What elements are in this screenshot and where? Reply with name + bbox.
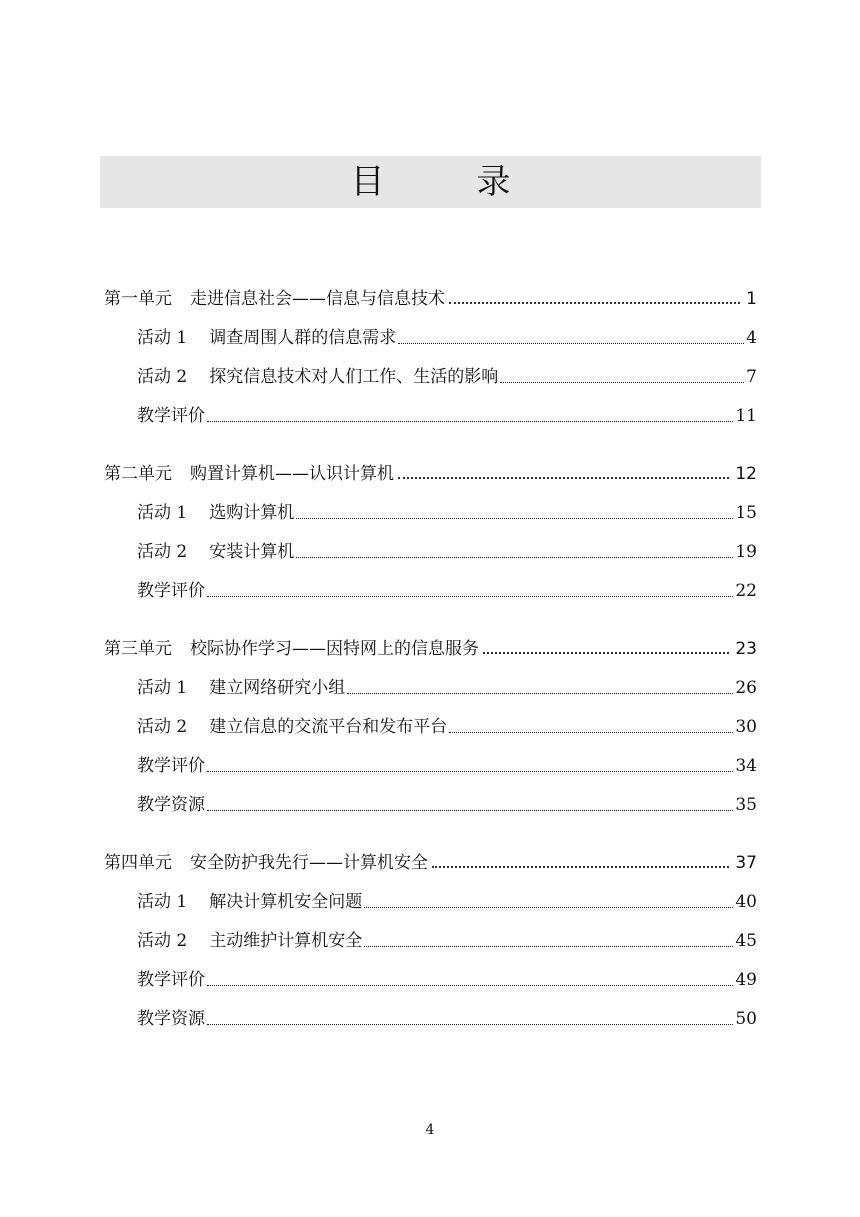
unit-label: 第一单元 bbox=[104, 289, 172, 309]
toc-unit-1 bbox=[104, 279, 757, 426]
page-number: 35 bbox=[735, 795, 757, 815]
dot-leader bbox=[398, 329, 744, 344]
dot-leader bbox=[500, 368, 744, 383]
dot-leader bbox=[347, 679, 733, 694]
entry-title: 教学评价 bbox=[137, 406, 205, 426]
toc-entry[interactable] bbox=[104, 309, 757, 348]
entry-title: 探究信息技术对人们工作、生活的影响 bbox=[209, 367, 499, 387]
footer-page-number: 4 bbox=[425, 1122, 435, 1138]
unit-title: 安全防护我先行——计算机安全 bbox=[190, 853, 428, 873]
unit-title: 校际协作学习——因特网上的信息服务 bbox=[190, 639, 479, 659]
dot-leader bbox=[207, 582, 733, 597]
page-number: 37 bbox=[735, 853, 757, 873]
table-of-contents bbox=[104, 279, 757, 1057]
page-number: 12 bbox=[735, 464, 757, 484]
entry-title: 教学资源 bbox=[137, 795, 205, 815]
page-number: 1 bbox=[746, 289, 757, 309]
dot-leader bbox=[449, 718, 733, 733]
unit-title: 走进信息社会——信息与信息技术 bbox=[190, 289, 445, 309]
toc-entry[interactable] bbox=[104, 562, 757, 601]
dot-leader bbox=[398, 463, 729, 479]
page-number: 30 bbox=[735, 717, 757, 737]
dot-leader bbox=[207, 757, 733, 772]
activity-label: 活动 1 bbox=[137, 328, 188, 348]
entry-title: 教学评价 bbox=[137, 756, 205, 776]
page-number: 4 bbox=[746, 328, 757, 348]
toc-unit-heading[interactable] bbox=[104, 454, 757, 484]
toc-unit-heading[interactable] bbox=[104, 629, 757, 659]
activity-label: 活动 2 bbox=[137, 542, 188, 562]
activity-label: 活动 1 bbox=[137, 678, 188, 698]
dot-leader bbox=[364, 893, 733, 908]
toc-entry[interactable] bbox=[104, 990, 757, 1029]
dot-leader bbox=[207, 407, 733, 422]
page-number: 50 bbox=[735, 1009, 757, 1029]
dot-leader bbox=[207, 1010, 733, 1025]
dot-leader bbox=[207, 971, 733, 986]
toc-unit-2 bbox=[104, 454, 757, 601]
dot-leader bbox=[296, 543, 733, 558]
dot-leader bbox=[296, 504, 733, 519]
activity-label: 活动 1 bbox=[137, 503, 188, 523]
entry-title: 选购计算机 bbox=[209, 503, 295, 523]
dot-leader bbox=[432, 852, 729, 868]
unit-label: 第二单元 bbox=[104, 464, 172, 484]
page-number: 22 bbox=[735, 581, 757, 601]
activity-label: 活动 1 bbox=[137, 892, 188, 912]
toc-entry[interactable] bbox=[104, 776, 757, 815]
entry-title: 教学评价 bbox=[137, 581, 205, 601]
toc-title-char-1: 目 bbox=[350, 162, 385, 202]
page-number: 7 bbox=[746, 367, 757, 387]
toc-entry[interactable] bbox=[104, 912, 757, 951]
toc-entry[interactable] bbox=[104, 737, 757, 776]
toc-entry[interactable] bbox=[104, 523, 757, 562]
entry-title: 建立网络研究小组 bbox=[209, 678, 346, 698]
toc-entry[interactable] bbox=[104, 873, 757, 912]
entry-title: 解决计算机安全问题 bbox=[209, 892, 363, 912]
dot-leader bbox=[449, 288, 740, 304]
toc-title-band bbox=[100, 156, 761, 208]
activity-label: 活动 2 bbox=[137, 717, 188, 737]
toc-unit-heading[interactable] bbox=[104, 279, 757, 309]
unit-title: 购置计算机——认识计算机 bbox=[190, 464, 394, 484]
page-number: 26 bbox=[735, 678, 757, 698]
page-number: 49 bbox=[735, 970, 757, 990]
toc-entry[interactable] bbox=[104, 387, 757, 426]
entry-title: 建立信息的交流平台和发布平台 bbox=[209, 717, 448, 737]
page-number: 40 bbox=[735, 892, 757, 912]
toc-entry[interactable] bbox=[104, 484, 757, 523]
toc-unit-4 bbox=[104, 843, 757, 1029]
unit-label: 第三单元 bbox=[104, 639, 172, 659]
entry-title: 主动维护计算机安全 bbox=[209, 931, 363, 951]
page-number: 34 bbox=[735, 756, 757, 776]
dot-leader bbox=[483, 638, 729, 654]
entry-title: 教学评价 bbox=[137, 970, 205, 990]
dot-leader bbox=[207, 796, 733, 811]
activity-label: 活动 2 bbox=[137, 367, 188, 387]
page-number: 23 bbox=[735, 639, 757, 659]
entry-title: 安装计算机 bbox=[209, 542, 295, 562]
toc-entry[interactable] bbox=[104, 659, 757, 698]
unit-label: 第四单元 bbox=[104, 853, 172, 873]
entry-title: 调查周围人群的信息需求 bbox=[209, 328, 397, 348]
toc-entry[interactable] bbox=[104, 348, 757, 387]
toc-entry[interactable] bbox=[104, 951, 757, 990]
toc-title-char-2: 录 bbox=[476, 162, 511, 202]
toc-entry[interactable] bbox=[104, 698, 757, 737]
toc-unit-3 bbox=[104, 629, 757, 815]
toc-unit-heading[interactable] bbox=[104, 843, 757, 873]
page-number: 11 bbox=[735, 406, 757, 426]
page-number: 19 bbox=[735, 542, 757, 562]
dot-leader bbox=[364, 932, 733, 947]
page-number: 45 bbox=[735, 931, 757, 951]
page-number: 15 bbox=[735, 503, 757, 523]
entry-title: 教学资源 bbox=[137, 1009, 205, 1029]
activity-label: 活动 2 bbox=[137, 931, 188, 951]
